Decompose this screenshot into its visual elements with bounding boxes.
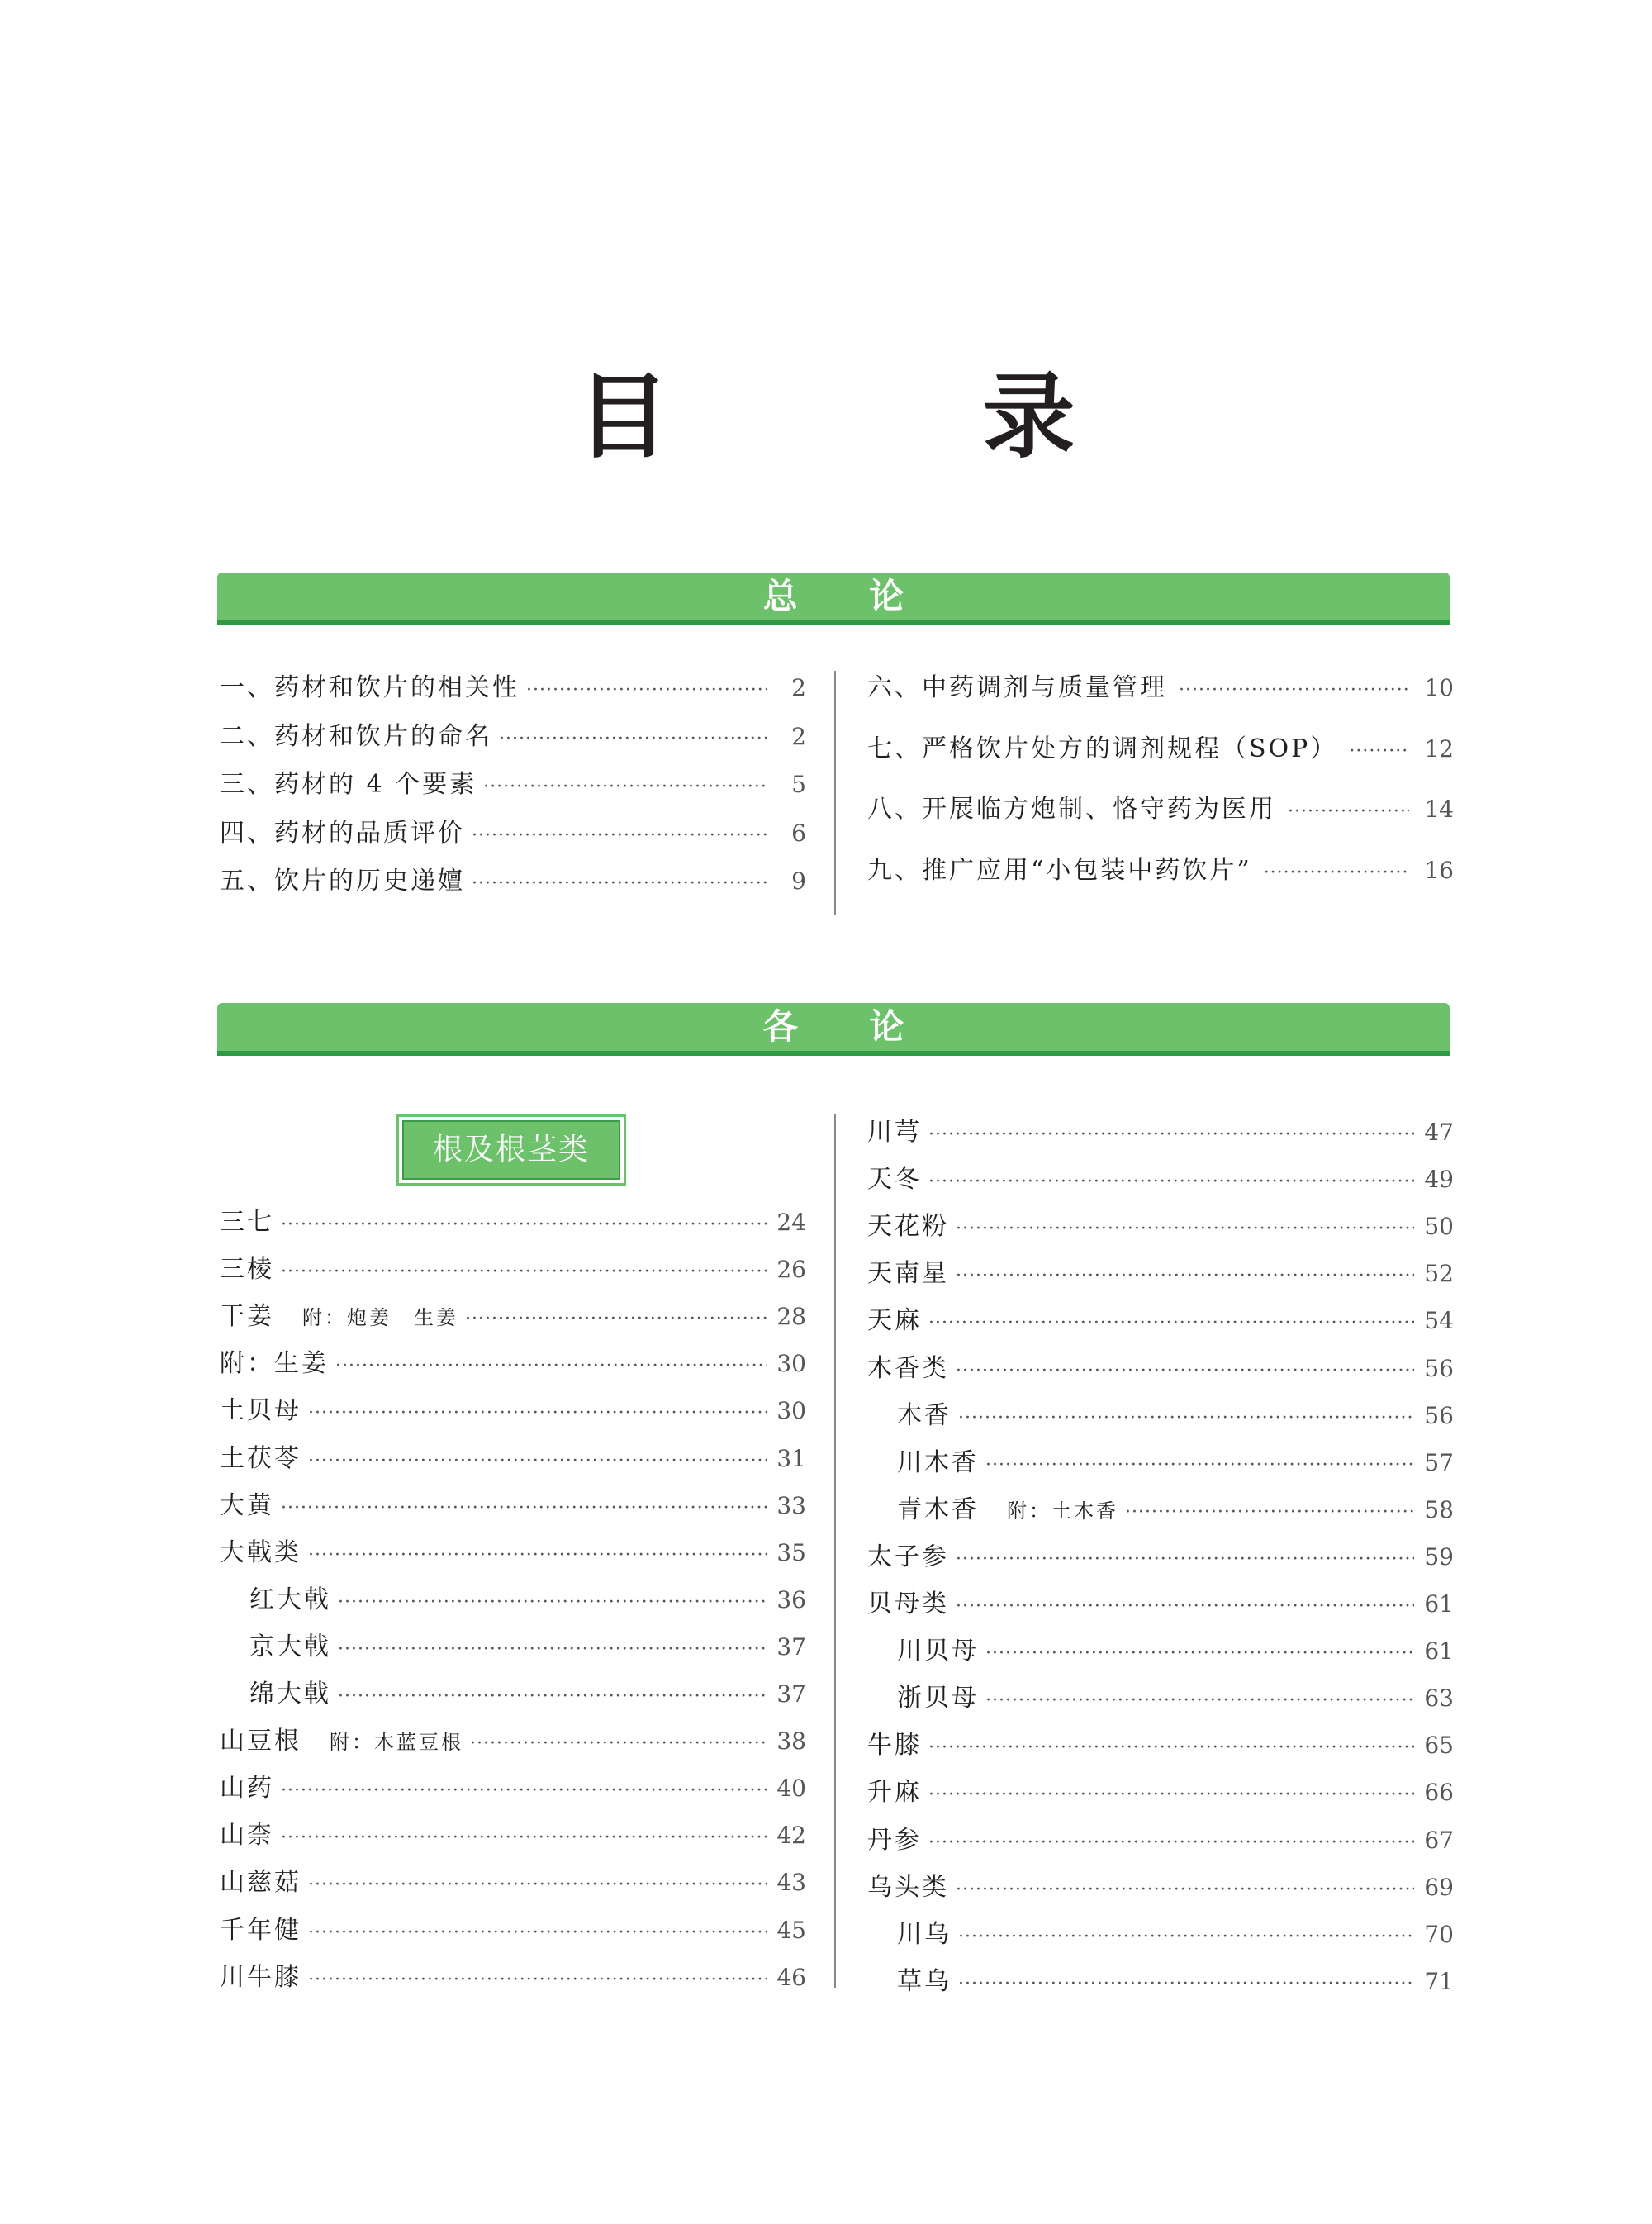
category-label: 根及根茎类 — [432, 1133, 590, 1167]
toc-entry-page-number: 59 — [1424, 1542, 1454, 1571]
toc-entry[interactable] — [220, 713, 806, 760]
toc-entry[interactable] — [867, 847, 1454, 895]
dot-leader — [308, 1532, 767, 1579]
section-heading-general: 总 论 — [762, 576, 934, 616]
toc-entry-page-number: 36 — [776, 1585, 806, 1613]
dot-leader — [308, 1956, 767, 2003]
toc-entry[interactable] — [867, 1156, 1454, 1203]
toc-entry-page-number: 63 — [1424, 1685, 1454, 1713]
toc-entry[interactable] — [220, 1387, 806, 1434]
toc-entry[interactable] — [220, 1859, 806, 1906]
dot-leader — [335, 1342, 767, 1390]
toc-entry-label: 附：生姜 — [220, 1349, 329, 1379]
dot-leader — [956, 1536, 1414, 1583]
toc-entry[interactable] — [220, 1718, 806, 1765]
toc-entry-page-number: 57 — [1424, 1448, 1454, 1476]
toc-entry-label: 青木香 — [897, 1495, 979, 1524]
toc-entry-label: 天麻 — [867, 1306, 922, 1336]
dot-leader — [1349, 728, 1409, 776]
toc-entry-label: 草乌 — [897, 1966, 952, 1996]
toc-entry-label: 川牛膝 — [220, 1962, 301, 1992]
toc-entry-page-number: 47 — [1424, 1119, 1454, 1146]
toc-entry-label: 七、严格饮片处方的调剂规程（SOP） — [867, 734, 1338, 763]
toc-entry-label: 八、开展临方炮制、恪守药为医用 — [867, 795, 1276, 824]
toc-entry[interactable] — [867, 1817, 1454, 1864]
dot-leader — [338, 1579, 767, 1626]
page-title: 目 录 — [577, 364, 1216, 471]
toc-entry-label: 九、推广应用“小包装中药饮片” — [867, 855, 1252, 885]
dot-leader — [483, 763, 767, 810]
toc-entry-page-number: 54 — [1424, 1307, 1454, 1335]
toc-entry-page-number: 14 — [1424, 796, 1454, 823]
dot-leader — [958, 1913, 1414, 1960]
dot-leader — [281, 1248, 767, 1295]
toc-entry[interactable] — [867, 1345, 1454, 1392]
dot-leader — [308, 1861, 767, 1908]
toc-entry[interactable] — [897, 1911, 1454, 1958]
toc-entry-label: 山柰 — [220, 1821, 274, 1851]
toc-entry-page-number: 52 — [1424, 1260, 1454, 1288]
toc-entry-label: 三棱 — [220, 1255, 274, 1285]
dot-leader — [985, 1442, 1414, 1489]
toc-entry-page-number: 5 — [791, 771, 806, 798]
toc-entry-page-number: 71 — [1424, 1967, 1454, 1995]
toc-entry-page-number: 28 — [776, 1303, 806, 1331]
toc-entry[interactable] — [867, 1203, 1454, 1250]
toc-entry[interactable] — [220, 664, 806, 711]
dot-leader — [308, 1438, 767, 1485]
toc-entry-label: 土茯苓 — [220, 1443, 301, 1473]
dot-leader — [928, 1819, 1414, 1866]
toc-entry-page-number: 61 — [1424, 1590, 1454, 1618]
dot-leader — [958, 1395, 1414, 1442]
toc-entry-label: 木香 — [897, 1400, 952, 1430]
toc-entry-label: 丹参 — [867, 1825, 922, 1855]
toc-entry-label: 京大戟 — [249, 1632, 331, 1661]
toc-entry-page-number: 30 — [776, 1397, 806, 1425]
toc-entry-label: 四、药材的品质评价 — [220, 818, 465, 848]
section-banner-specific — [217, 1003, 1450, 1056]
toc-entry[interactable] — [867, 1250, 1454, 1297]
toc-entry-page-number: 65 — [1424, 1732, 1454, 1760]
toc-entry-label: 大黄 — [220, 1490, 274, 1520]
toc-entry-label: 川贝母 — [897, 1637, 979, 1666]
toc-entry-page-number: 58 — [1424, 1495, 1454, 1523]
toc-entry-page-number: 12 — [1424, 734, 1454, 763]
dot-leader — [985, 1677, 1414, 1724]
dot-leader — [956, 1205, 1414, 1252]
toc-entry-page-number: 40 — [776, 1775, 806, 1803]
toc-entry-page-number: 67 — [1424, 1826, 1454, 1854]
section-banner-general — [217, 573, 1450, 625]
toc-entry[interactable] — [220, 1340, 806, 1387]
toc-entry-label: 贝母类 — [867, 1590, 949, 1618]
dot-leader — [281, 1201, 767, 1248]
dot-leader — [928, 1724, 1414, 1771]
toc-entry-label: 三七 — [220, 1208, 274, 1237]
toc-entry[interactable] — [867, 1864, 1454, 1911]
toc-entry-page-number: 49 — [1424, 1166, 1454, 1194]
toc-entry-page-number: 45 — [776, 1916, 806, 1944]
dot-leader — [470, 1720, 767, 1767]
toc-entry-page-number: 56 — [1424, 1401, 1454, 1429]
toc-entry-page-number: 37 — [776, 1632, 806, 1661]
toc-entry[interactable] — [867, 1109, 1454, 1156]
toc-entry[interactable] — [220, 1529, 806, 1576]
dot-leader — [281, 1814, 767, 1861]
dot-leader — [1288, 788, 1409, 836]
dot-leader — [338, 1673, 767, 1720]
toc-entry-label: 山豆根 — [220, 1727, 301, 1756]
toc-entry-page-number: 26 — [776, 1256, 806, 1284]
toc-entry-label: 乌头类 — [867, 1872, 949, 1902]
dot-leader — [1264, 849, 1409, 897]
toc-entry-page-number: 30 — [776, 1350, 806, 1378]
toc-entry-appendix: 附：土木香 — [1007, 1499, 1118, 1523]
toc-entry-label: 红大戟 — [249, 1585, 331, 1614]
toc-entry-page-number: 16 — [1424, 856, 1454, 884]
toc-entry[interactable] — [867, 1580, 1454, 1628]
toc-entry[interactable] — [220, 1812, 806, 1859]
toc-entry-page-number: 46 — [776, 1963, 806, 1991]
toc-entry[interactable] — [249, 1576, 806, 1623]
toc-entry[interactable] — [867, 1533, 1454, 1580]
column-divider — [834, 1114, 836, 1988]
toc-entry-page-number: 2 — [791, 674, 806, 701]
dot-leader — [958, 1960, 1414, 2008]
toc-entry[interactable] — [897, 1392, 1454, 1439]
toc-entry-page-number: 31 — [776, 1444, 806, 1472]
category-label-box — [399, 1117, 624, 1183]
toc-entry-page-number: 66 — [1424, 1779, 1454, 1807]
dot-leader — [1179, 667, 1409, 715]
dot-leader — [928, 1111, 1414, 1158]
toc-entry[interactable] — [220, 1293, 806, 1340]
toc-entry-page-number: 56 — [1424, 1354, 1454, 1382]
toc-entry-page-number: 24 — [776, 1209, 806, 1236]
toc-entry[interactable] — [220, 1246, 806, 1293]
toc-entry-label: 五、饮片的历史递嬗 — [220, 867, 465, 896]
toc-entry[interactable] — [867, 1769, 1454, 1816]
toc-entry-label: 天冬 — [867, 1165, 922, 1195]
dot-leader — [472, 860, 767, 907]
toc-entry-label: 升麻 — [867, 1778, 922, 1808]
dot-leader — [281, 1767, 767, 1814]
dot-leader — [928, 1158, 1414, 1205]
toc-entry-label: 山药 — [220, 1774, 274, 1803]
toc-entry-label: 木香类 — [867, 1353, 949, 1383]
toc-entry-label: 千年健 — [220, 1915, 301, 1945]
section-heading-specific: 各 论 — [762, 1006, 934, 1047]
toc-entry-appendix: 附：炮姜 生姜 — [302, 1306, 458, 1330]
toc-entry-appendix: 附：木蓝豆根 — [330, 1731, 463, 1755]
toc-entry[interactable] — [220, 1907, 806, 1954]
toc-entry-page-number: 9 — [791, 867, 806, 895]
toc-entry-label: 川芎 — [867, 1118, 922, 1147]
toc-entry[interactable] — [220, 1482, 806, 1529]
toc-entry-label: 川木香 — [897, 1447, 979, 1477]
toc-entry-page-number: 42 — [776, 1822, 806, 1850]
toc-entry-label: 牛膝 — [867, 1731, 922, 1761]
toc-entry-page-number: 61 — [1424, 1637, 1454, 1666]
dot-leader — [472, 812, 767, 859]
dot-leader — [956, 1347, 1414, 1395]
toc-entry[interactable] — [897, 1628, 1454, 1675]
toc-entry-label: 天南星 — [867, 1259, 949, 1289]
dot-leader — [308, 1390, 767, 1437]
toc-entry[interactable] — [867, 1722, 1454, 1769]
toc-entry[interactable] — [220, 761, 806, 808]
toc-entry-page-number: 33 — [776, 1491, 806, 1519]
toc-entry-page-number: 37 — [776, 1680, 806, 1708]
toc-entry[interactable] — [249, 1670, 806, 1718]
toc-entry[interactable] — [897, 1439, 1454, 1486]
toc-entry[interactable] — [220, 858, 806, 905]
toc-entry-label: 太子参 — [867, 1542, 949, 1571]
toc-entry-label: 干姜 — [220, 1302, 274, 1332]
toc-entry[interactable] — [220, 810, 806, 857]
dot-leader — [956, 1866, 1414, 1913]
toc-entry-page-number: 35 — [776, 1538, 806, 1566]
toc-entry[interactable] — [867, 664, 1454, 712]
toc-entry-label: 土贝母 — [220, 1396, 301, 1426]
dot-leader — [985, 1630, 1414, 1677]
toc-entry-label: 大戟类 — [220, 1537, 301, 1567]
toc-entry-label: 二、药材和饮片的命名 — [220, 721, 492, 751]
dot-leader — [1125, 1489, 1414, 1536]
toc-entry[interactable] — [220, 1199, 806, 1246]
toc-entry[interactable] — [220, 1435, 806, 1482]
toc-entry-label: 山慈菇 — [220, 1868, 301, 1898]
toc-entry[interactable] — [897, 1958, 1454, 2005]
toc-entry-label: 六、中药调剂与质量管理 — [867, 673, 1167, 702]
dot-leader — [465, 1295, 767, 1342]
toc-entry[interactable] — [249, 1623, 806, 1670]
toc-entry-page-number: 70 — [1424, 1920, 1454, 1948]
toc-entry[interactable] — [220, 1954, 806, 2001]
toc-entry[interactable] — [897, 1675, 1454, 1722]
dot-leader — [499, 715, 767, 763]
toc-entry[interactable] — [867, 1297, 1454, 1344]
toc-entry-page-number: 50 — [1424, 1213, 1454, 1241]
toc-entry-label: 绵大戟 — [249, 1680, 331, 1708]
dot-leader — [956, 1252, 1414, 1300]
toc-entry[interactable] — [220, 1765, 806, 1812]
toc-entry[interactable] — [897, 1486, 1454, 1533]
dot-leader — [928, 1771, 1414, 1818]
toc-entry-page-number: 43 — [776, 1869, 806, 1897]
toc-entry-page-number: 38 — [776, 1727, 806, 1756]
toc-entry-label: 天花粉 — [867, 1212, 949, 1242]
dot-leader — [928, 1300, 1414, 1347]
toc-entry-page-number: 10 — [1424, 674, 1454, 701]
toc-entry[interactable] — [867, 725, 1454, 773]
toc-entry[interactable] — [867, 786, 1454, 834]
toc-entry-page-number: 6 — [791, 819, 806, 847]
toc-entry-label: 浙贝母 — [897, 1684, 979, 1713]
toc-entry-page-number: 69 — [1424, 1873, 1454, 1901]
toc-entry-label: 一、药材和饮片的相关性 — [220, 673, 520, 702]
dot-leader — [281, 1485, 767, 1532]
dot-leader — [526, 667, 767, 714]
column-divider — [834, 671, 836, 915]
toc-entry-label: 三、药材的 4 个要素 — [220, 770, 477, 799]
toc-entry-label: 川乌 — [897, 1919, 952, 1949]
dot-leader — [956, 1583, 1414, 1630]
dot-leader — [338, 1626, 767, 1673]
toc-entry-page-number: 2 — [791, 722, 806, 750]
dot-leader — [308, 1909, 767, 1956]
